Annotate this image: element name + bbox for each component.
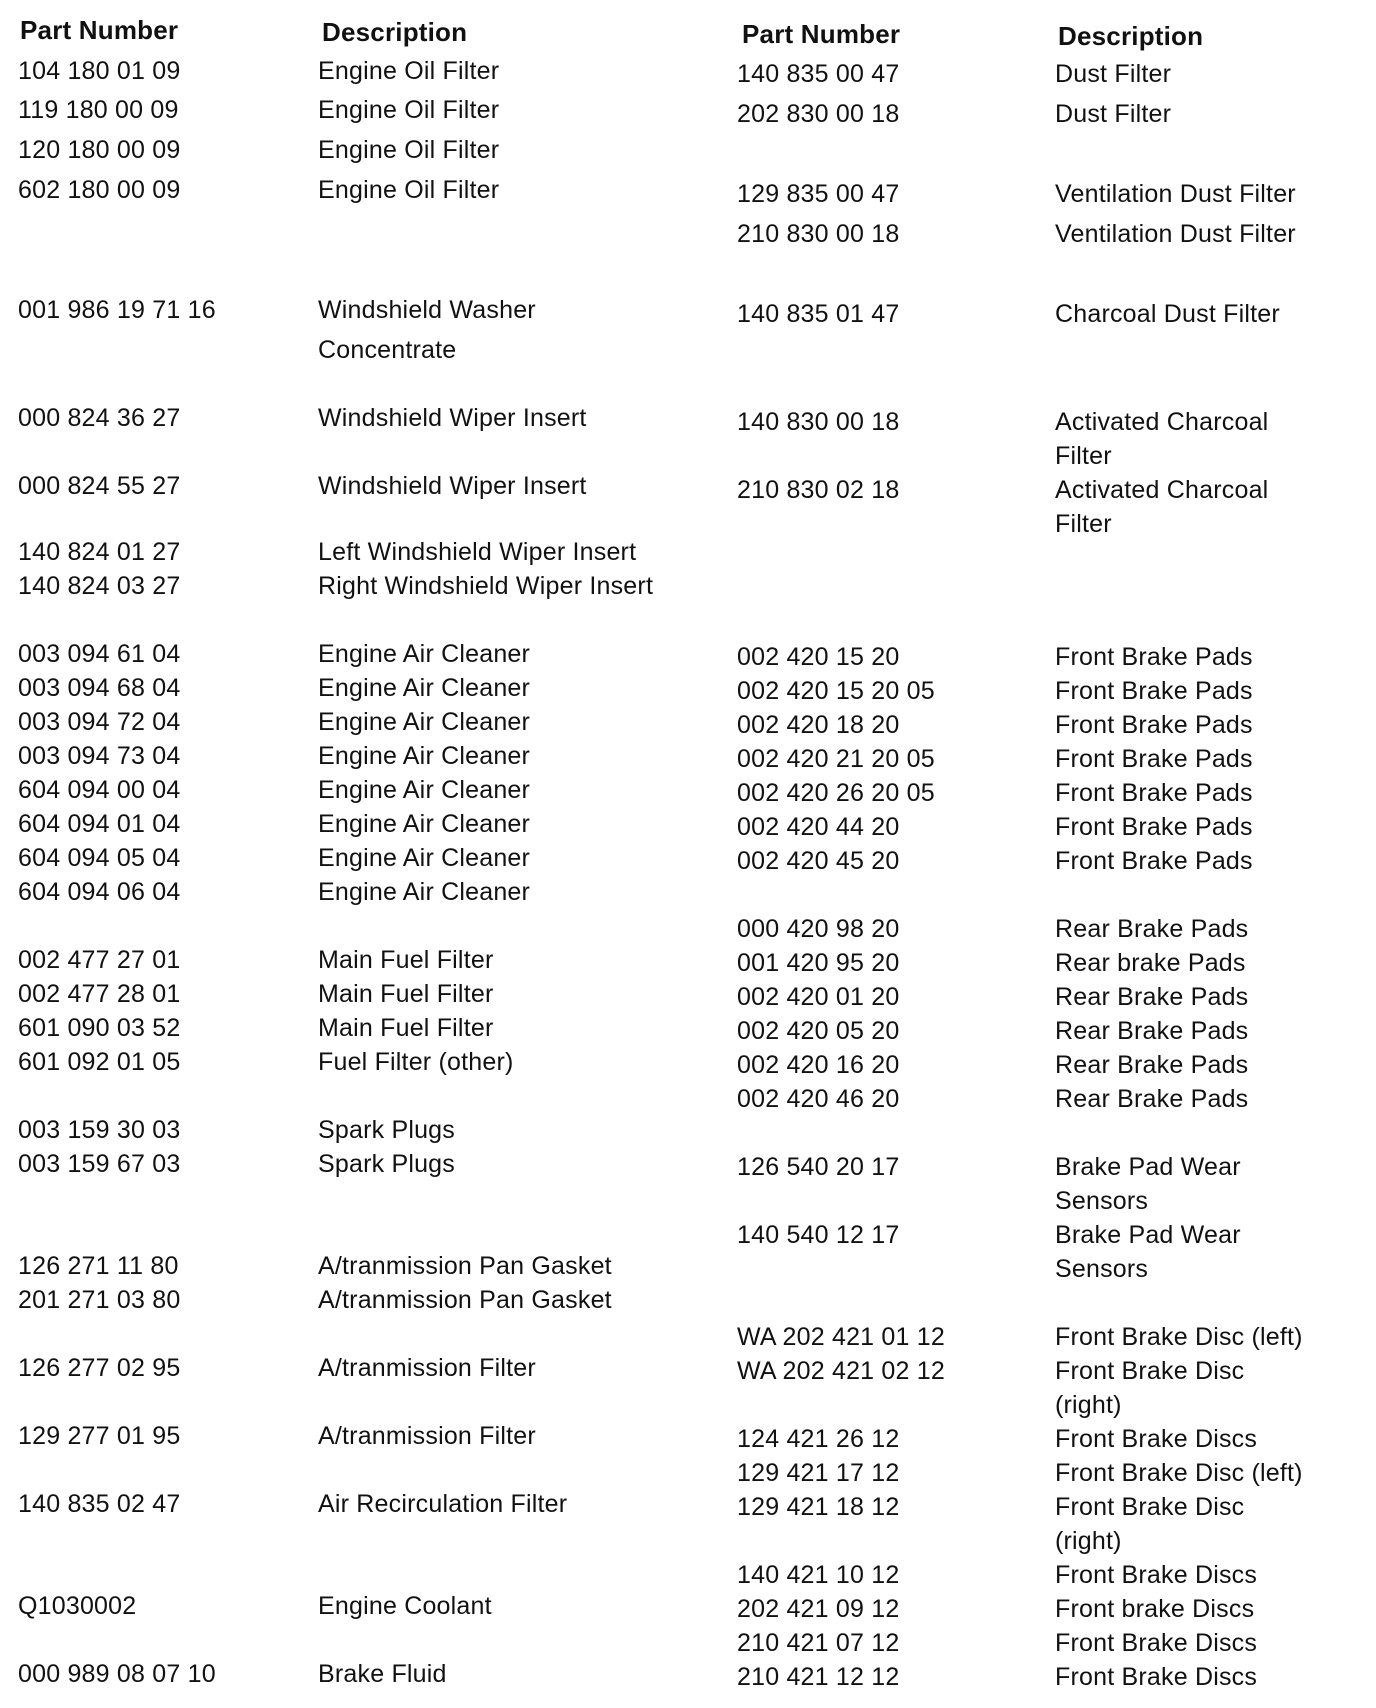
right-part-number: 002 420 44 20: [737, 813, 900, 841]
right-part-number: 140 835 01 47: [737, 300, 900, 328]
right-description: Brake Pad Wear: [1055, 1221, 1241, 1249]
left-description: Windshield Washer: [318, 296, 536, 324]
left-description: Engine Air Cleaner: [318, 708, 531, 736]
left-description: Main Fuel Filter: [318, 946, 494, 974]
right-part-number: 140 830 00 18: [737, 408, 900, 436]
right-description: Sensors: [1055, 1187, 1149, 1215]
right-description: Front Brake Discs: [1055, 1561, 1258, 1589]
left-part-number: 000 824 36 27: [18, 404, 181, 432]
right-part-number: 002 420 01 20: [737, 983, 900, 1011]
left-description: Engine Coolant: [318, 1592, 492, 1620]
right-description: Activated Charcoal: [1055, 476, 1269, 504]
right-description: Front Brake Discs: [1055, 1425, 1258, 1453]
right-description: Brake Pad Wear: [1055, 1153, 1241, 1181]
right-description: Front Brake Discs: [1055, 1663, 1258, 1691]
left-part-number: 003 159 67 03: [18, 1150, 181, 1178]
right-description: Dust Filter: [1055, 60, 1172, 88]
right-part-number: 202 421 09 12: [737, 1595, 900, 1623]
left-description: Engine Air Cleaner: [318, 810, 531, 838]
right-part-number: 210 421 07 12: [737, 1629, 900, 1657]
right-part-number: 002 420 05 20: [737, 1017, 900, 1045]
right-part-number: 129 421 17 12: [737, 1459, 900, 1487]
left-part-number: 140 835 02 47: [18, 1490, 181, 1518]
left-part-number-header: Part Number: [20, 15, 179, 45]
left-description: Engine Air Cleaner: [318, 844, 531, 872]
left-part-number: 126 277 02 95: [18, 1354, 181, 1382]
right-part-number: 126 540 20 17: [737, 1153, 900, 1181]
left-part-number: 000 824 55 27: [18, 472, 181, 500]
left-part-number: 601 092 01 05: [18, 1048, 181, 1076]
left-description: A/tranmission Pan Gasket: [318, 1252, 612, 1280]
left-part-number: 126 271 11 80: [18, 1252, 179, 1280]
right-description: Rear Brake Pads: [1055, 915, 1249, 943]
right-description: Charcoal Dust Filter: [1055, 300, 1280, 328]
left-description: Engine Oil Filter: [318, 136, 500, 164]
right-part-number: 129 835 00 47: [737, 180, 900, 208]
right-description: (right): [1055, 1391, 1122, 1419]
right-description: Rear Brake Pads: [1055, 1085, 1249, 1113]
left-description: Engine Air Cleaner: [318, 742, 531, 770]
right-description: Dust Filter: [1055, 100, 1172, 128]
right-description: (right): [1055, 1527, 1122, 1555]
right-description: Front Brake Pads: [1055, 643, 1253, 671]
left-part-number: 003 094 73 04: [18, 742, 181, 770]
right-part-number: 202 830 00 18: [737, 100, 900, 128]
right-description: Front brake Discs: [1055, 1595, 1255, 1623]
left-part-number: 003 094 72 04: [18, 708, 181, 736]
left-part-number: 119 180 00 09: [18, 96, 179, 124]
left-description: Engine Air Cleaner: [318, 776, 531, 804]
right-description: Front Brake Discs: [1055, 1629, 1258, 1657]
left-part-number: 120 180 00 09: [18, 136, 181, 164]
left-part-number: 604 094 05 04: [18, 844, 181, 872]
left-part-number: 602 180 00 09: [18, 176, 181, 204]
left-part-number: 003 159 30 03: [18, 1116, 181, 1144]
right-part-number: 002 420 46 20: [737, 1085, 900, 1113]
left-part-number: 001 986 19 71 16: [18, 296, 216, 324]
right-description: Front Brake Disc (left): [1055, 1459, 1303, 1487]
left-part-number: 000 989 08 07 10: [18, 1660, 216, 1688]
right-description: Filter: [1055, 442, 1112, 470]
left-description: Windshield Wiper Insert: [318, 404, 587, 432]
right-description: Front Brake Pads: [1055, 711, 1253, 739]
right-description: Ventilation Dust Filter: [1055, 220, 1296, 248]
left-part-number: 002 477 27 01: [18, 946, 181, 974]
right-part-number: 000 420 98 20: [737, 915, 900, 943]
left-part-number: 140 824 03 27: [18, 572, 181, 600]
right-part-number: 124 421 26 12: [737, 1425, 900, 1453]
right-part-number-header: Part Number: [742, 19, 901, 49]
right-description-header: Description: [1058, 21, 1204, 51]
right-description: Rear brake Pads: [1055, 949, 1246, 977]
right-part-number: 002 420 15 20: [737, 643, 900, 671]
right-part-number: 002 420 15 20 05: [737, 677, 935, 705]
left-description: Main Fuel Filter: [318, 980, 494, 1008]
left-description: Engine Air Cleaner: [318, 640, 531, 668]
left-part-number: 140 824 01 27: [18, 538, 181, 566]
left-description: Engine Oil Filter: [318, 57, 500, 85]
right-part-number: 002 420 21 20 05: [737, 745, 935, 773]
left-part-number: 604 094 00 04: [18, 776, 181, 804]
left-part-number: 129 277 01 95: [18, 1422, 181, 1450]
left-description: Air Recirculation Filter: [318, 1490, 568, 1518]
right-part-number: 002 420 26 20 05: [737, 779, 935, 807]
left-description: Engine Oil Filter: [318, 176, 500, 204]
right-description: Front Brake Pads: [1055, 813, 1253, 841]
right-part-number: 140 540 12 17: [737, 1221, 900, 1249]
right-description: Front Brake Disc: [1055, 1493, 1245, 1521]
left-description: A/tranmission Filter: [318, 1422, 536, 1450]
right-part-number: 002 420 18 20: [737, 711, 900, 739]
left-part-number: 003 094 61 04: [18, 640, 181, 668]
left-description: Spark Plugs: [318, 1116, 455, 1144]
right-description: Sensors: [1055, 1255, 1149, 1283]
right-part-number: 210 830 02 18: [737, 476, 900, 504]
left-part-number: 104 180 01 09: [18, 57, 181, 85]
right-description: Rear Brake Pads: [1055, 1051, 1249, 1079]
right-description: Filter: [1055, 510, 1112, 538]
left-description: Brake Fluid: [318, 1660, 447, 1688]
left-description: Left Windshield Wiper Insert: [318, 538, 637, 566]
right-part-number: WA 202 421 01 12: [737, 1323, 945, 1351]
right-description: Front Brake Pads: [1055, 779, 1253, 807]
left-description-header: Description: [322, 17, 468, 47]
right-description: Front Brake Pads: [1055, 677, 1253, 705]
right-description: Rear Brake Pads: [1055, 983, 1249, 1011]
left-description: A/tranmission Filter: [318, 1354, 536, 1382]
left-part-number: 604 094 06 04: [18, 878, 181, 906]
left-description: Main Fuel Filter: [318, 1014, 494, 1042]
right-description: Front Brake Disc (left): [1055, 1323, 1303, 1351]
right-part-number: 002 420 45 20: [737, 847, 900, 875]
left-part-number: 002 477 28 01: [18, 980, 181, 1008]
right-part-number: WA 202 421 02 12: [737, 1357, 945, 1385]
right-part-number: 001 420 95 20: [737, 949, 900, 977]
left-description: Engine Air Cleaner: [318, 878, 531, 906]
left-description: Concentrate: [318, 336, 457, 364]
left-description: Spark Plugs: [318, 1150, 455, 1178]
right-description: Activated Charcoal: [1055, 408, 1269, 436]
left-description: Engine Air Cleaner: [318, 674, 531, 702]
right-description: Ventilation Dust Filter: [1055, 180, 1296, 208]
left-part-number: 201 271 03 80: [18, 1286, 181, 1314]
left-description: Fuel Filter (other): [318, 1048, 514, 1076]
left-description: A/tranmission Pan Gasket: [318, 1286, 612, 1314]
left-part-number: 601 090 03 52: [18, 1014, 181, 1042]
right-description: Rear Brake Pads: [1055, 1017, 1249, 1045]
right-part-number: 210 830 00 18: [737, 220, 900, 248]
right-description: Front Brake Pads: [1055, 847, 1253, 875]
left-description: Right Windshield Wiper Insert: [318, 572, 654, 600]
right-description: Front Brake Pads: [1055, 745, 1253, 773]
right-description: Front Brake Disc: [1055, 1357, 1245, 1385]
left-description: Engine Oil Filter: [318, 96, 500, 124]
left-description: Windshield Wiper Insert: [318, 472, 587, 500]
left-part-number: 003 094 68 04: [18, 674, 181, 702]
right-part-number: 002 420 16 20: [737, 1051, 900, 1079]
right-part-number: 129 421 18 12: [737, 1493, 900, 1521]
left-part-number: Q1030002: [18, 1592, 137, 1620]
right-part-number: 140 421 10 12: [737, 1561, 900, 1589]
right-part-number: 140 835 00 47: [737, 60, 900, 88]
right-part-number: 210 421 12 12: [737, 1663, 900, 1691]
left-part-number: 604 094 01 04: [18, 810, 181, 838]
